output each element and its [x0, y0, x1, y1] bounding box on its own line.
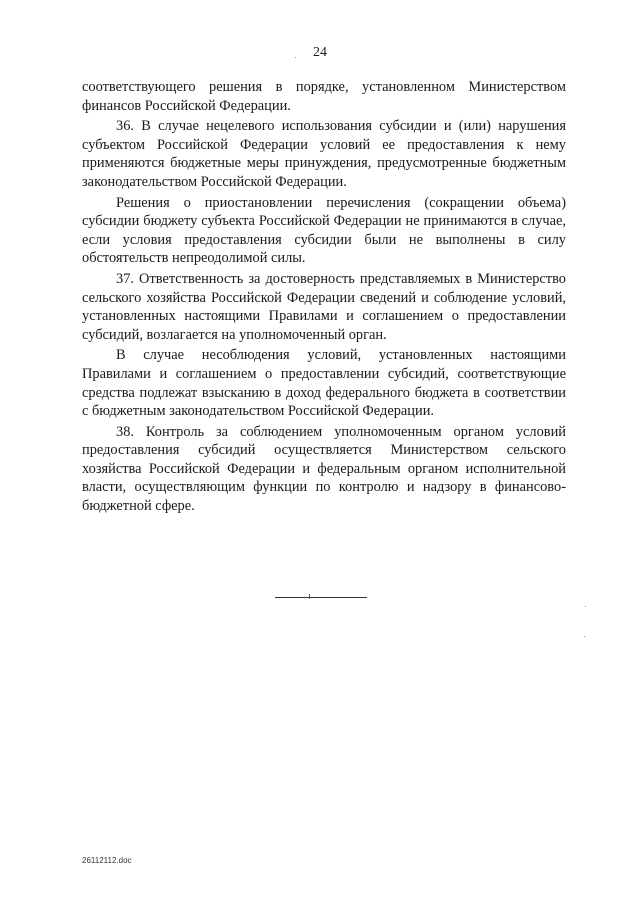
scan-speck: [585, 606, 586, 607]
paragraph-clause-37: 37. Ответственность за достоверность представляемых в Министерство сельского хозяйства Российской Федерации сведений и соблюдение условий, установленных настоящими Правилами и соглашением о предоставлении субсидий, возлагается на уполномоченный орган.: [82, 270, 566, 343]
footer-filename: 26112112.doc: [82, 856, 132, 865]
end-of-text-rule: [275, 597, 367, 598]
scan-speck: [584, 636, 585, 637]
paragraph-clause-38: 38. Контроль за соблюдением уполномоченным органом условий предоставления субсидий осуществляется Министерством сельского хозяйства Российской Федерации и федеральным органом исполнительной власти, осуществляющим функции по контролю и надзору в финансово-бюджетной сфере.: [82, 423, 566, 515]
document-body: [82, 78, 566, 516]
page-number: 24: [313, 45, 327, 60]
paragraph-clause-36: 36. В случае нецелевого использования субсидии и (или) нарушения субъектом Российской Федерации условий ее предоставления к нему применяются бюджетные меры принуждения, предусмотренные бюджетным законодательством Российской Федерации.: [82, 118, 566, 190]
end-of-text-rule-tick: [309, 594, 310, 599]
paragraph-suspension-decisions: Решения о приостановлении перечисления (сокращении объема) субсидии бюджету субъекта Российской Федерации не принимаются в случае, если условия предоставления субсидии были не выполнены в силу обстоятельств непреодолимой силы.: [82, 194, 566, 267]
scan-speck: [295, 57, 296, 58]
paragraph-non-compliance: В случае несоблюдения условий, установленных настоящими Правилами и соглашением о предоставлении субсидий, соответствующие средства подлежат взысканию в доход федерального бюджета в соответствии с бюджетным законодательством Российской Федерации.: [82, 347, 566, 420]
paragraph-continuation: соответствующего решения в порядке, установленном Министерством финансов Российской Федерации.: [82, 79, 566, 114]
